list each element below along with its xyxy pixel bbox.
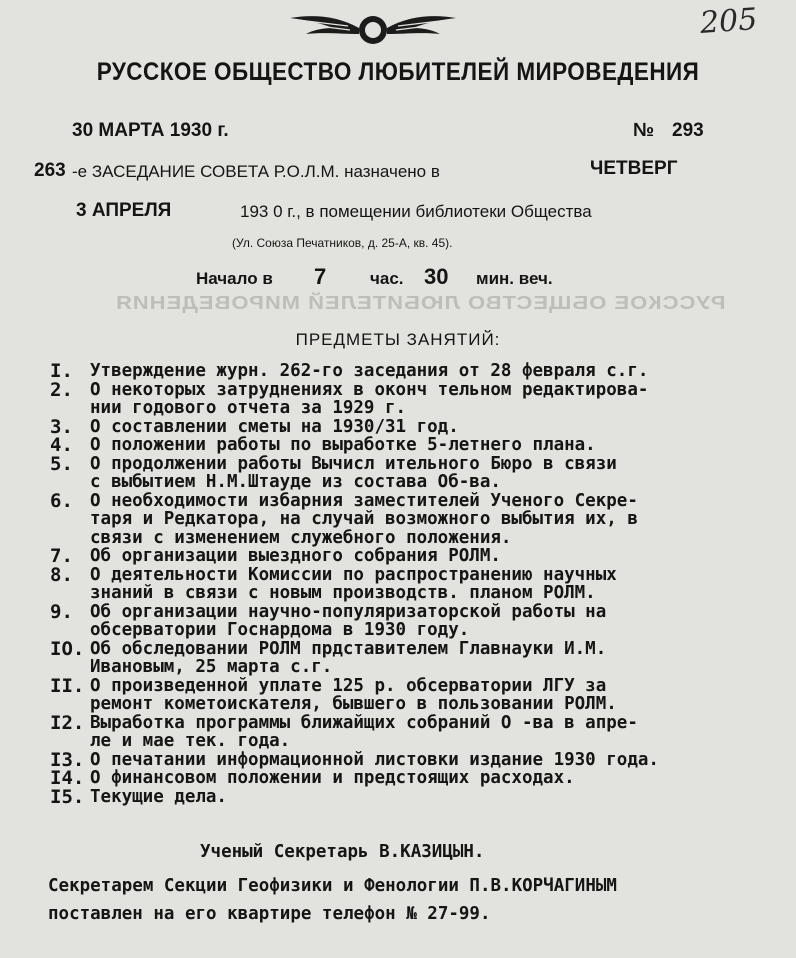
agenda-item-number: I4. <box>50 767 85 789</box>
agenda-item-number: 6. <box>50 489 73 512</box>
document-date: 30 МАРТА 1930 г. <box>72 120 229 141</box>
agenda-item <box>50 563 780 603</box>
agenda-item-number: IO. <box>50 637 85 660</box>
agenda-item-text: Выработка программы ближайщих собраний О -ва в апре- ле и мае тек. года. <box>90 712 638 751</box>
agenda-item <box>50 415 780 438</box>
agenda-item-number: I. <box>50 360 73 382</box>
agenda-item-text: О необходимости избарния заместителей Ученого Секре- таря и Редкатора, на случай возможного выбытия их, в связи с изменением служебного положения. <box>90 490 638 548</box>
agenda-item-text: Утверждение журн. 262-го заседания от 28 февраля с.г. <box>90 361 649 381</box>
document-number: 293 <box>672 120 704 141</box>
start-hour: 7 <box>314 264 327 289</box>
agenda-item-number: 7. <box>50 545 73 567</box>
agenda-item-number: 3. <box>50 415 73 438</box>
agenda-item-text: Об организации научно-популяризаторской работы на обсерватории Госнардома в 1930 году. <box>90 601 607 640</box>
agenda-item <box>50 362 780 381</box>
start-label: Начало в <box>196 269 273 288</box>
secretary-signature: Ученый Секретарь В.КАЗИЦЫН. <box>200 842 485 862</box>
agenda-item-number: I2. <box>50 711 85 734</box>
number-label: № <box>633 120 655 141</box>
meeting-weekday: ЧЕТВЕРГ <box>590 158 678 179</box>
agenda-item <box>50 748 780 771</box>
agenda-item-text: О некоторых затруднениях в оконч тельном редактирова- нии годового отчета за 1929 г. <box>90 379 649 418</box>
agenda-item-number: 2. <box>50 378 73 401</box>
agenda-item-number: 9. <box>50 600 73 623</box>
agenda-item <box>50 637 780 677</box>
agenda-item <box>50 711 780 751</box>
agenda-item-number: 4. <box>50 434 73 456</box>
archive-number: 205 <box>698 2 759 41</box>
society-title: РУССКОЕ ОБЩЕСТВО ЛЮБИТЕЛЕЙ МИРОВЕДЕНИЯ <box>96 58 700 86</box>
agenda-item-text: О продолжении работы Вычисл ительного Бюро в связи с выбытием Н.М.Штауде из состава Об-ва. <box>90 453 617 492</box>
minutes-label: мин. веч. <box>476 269 553 288</box>
agenda-item <box>50 378 780 418</box>
footnote-line-1: Секретарем Секции Геофизики и Фенологии П.В.КОРЧАГИНЫМ <box>48 876 617 896</box>
society-address: (Ул. Союза Печатников, д. 25-А, кв. 45). <box>232 236 453 250</box>
subjects-heading: ПРЕДМЕТЫ ЗАНЯТИЙ: <box>295 330 501 349</box>
agenda-item-text: Об организации выездного собрания РОЛМ. <box>90 546 501 566</box>
winged-emblem-icon <box>288 8 458 50</box>
agenda-list <box>50 362 780 806</box>
agenda-item-text: О составлении сметы на 1930/31 год. <box>90 416 459 437</box>
agenda-item <box>50 785 780 808</box>
agenda-item-text: О финансовом положении и предстоящих расходах. <box>90 768 575 788</box>
meeting-text: -е ЗАСЕДАНИЕ СОВЕТА Р.О.Л.М. назначено в <box>72 162 440 181</box>
agenda-item <box>50 674 780 714</box>
meeting-year-place: 193 0 г., в помещении библиотеки Общества <box>240 202 592 221</box>
background-stamp: РУССКОЕ ОБЩЕСТВО ЛЮБИТЕЛЕЙ МИРОВЕДЕНИЯ <box>115 291 726 314</box>
agenda-item-text: О деятельности Комиссии по распространению научных знаний в связи с новым производств. планом РОЛМ. <box>90 564 617 603</box>
agenda-item-text: О печатании информационной листовки издание 1930 года. <box>90 749 659 770</box>
agenda-item <box>50 547 780 566</box>
start-minutes: 30 <box>424 264 449 289</box>
agenda-item-text: Об обследовании РОЛМ прдставителем Главнауки И.М. Ивановым, 25 марта с.г. <box>90 638 607 677</box>
agenda-item-number: 8. <box>50 563 73 586</box>
agenda-item-text: Текущие дела. <box>90 786 227 807</box>
footnote-line-2: поставлен на его квартире телефон № 27-99. <box>48 904 491 924</box>
agenda-item-number: I5. <box>50 785 85 808</box>
agenda-item-number: I3. <box>50 748 85 771</box>
agenda-item <box>50 489 780 548</box>
meeting-day-month: 3 АПРЕЛЯ <box>76 200 172 221</box>
agenda-item <box>50 452 780 492</box>
meeting-number: 263 <box>34 160 66 181</box>
agenda-item-text: О положении работы по выработке 5-летнего плана. <box>90 435 596 455</box>
agenda-item <box>50 769 780 788</box>
hour-label: час. <box>370 269 404 288</box>
agenda-item-number: II. <box>50 674 85 697</box>
agenda-item <box>50 600 780 640</box>
agenda-item-number: 5. <box>50 452 73 475</box>
agenda-item-text: О произведенной уплате 125 р. обсерватории ЛГУ за ремонт кометоискателя, бывшего в пользовании РОЛМ. <box>90 675 617 714</box>
agenda-item <box>50 436 780 455</box>
